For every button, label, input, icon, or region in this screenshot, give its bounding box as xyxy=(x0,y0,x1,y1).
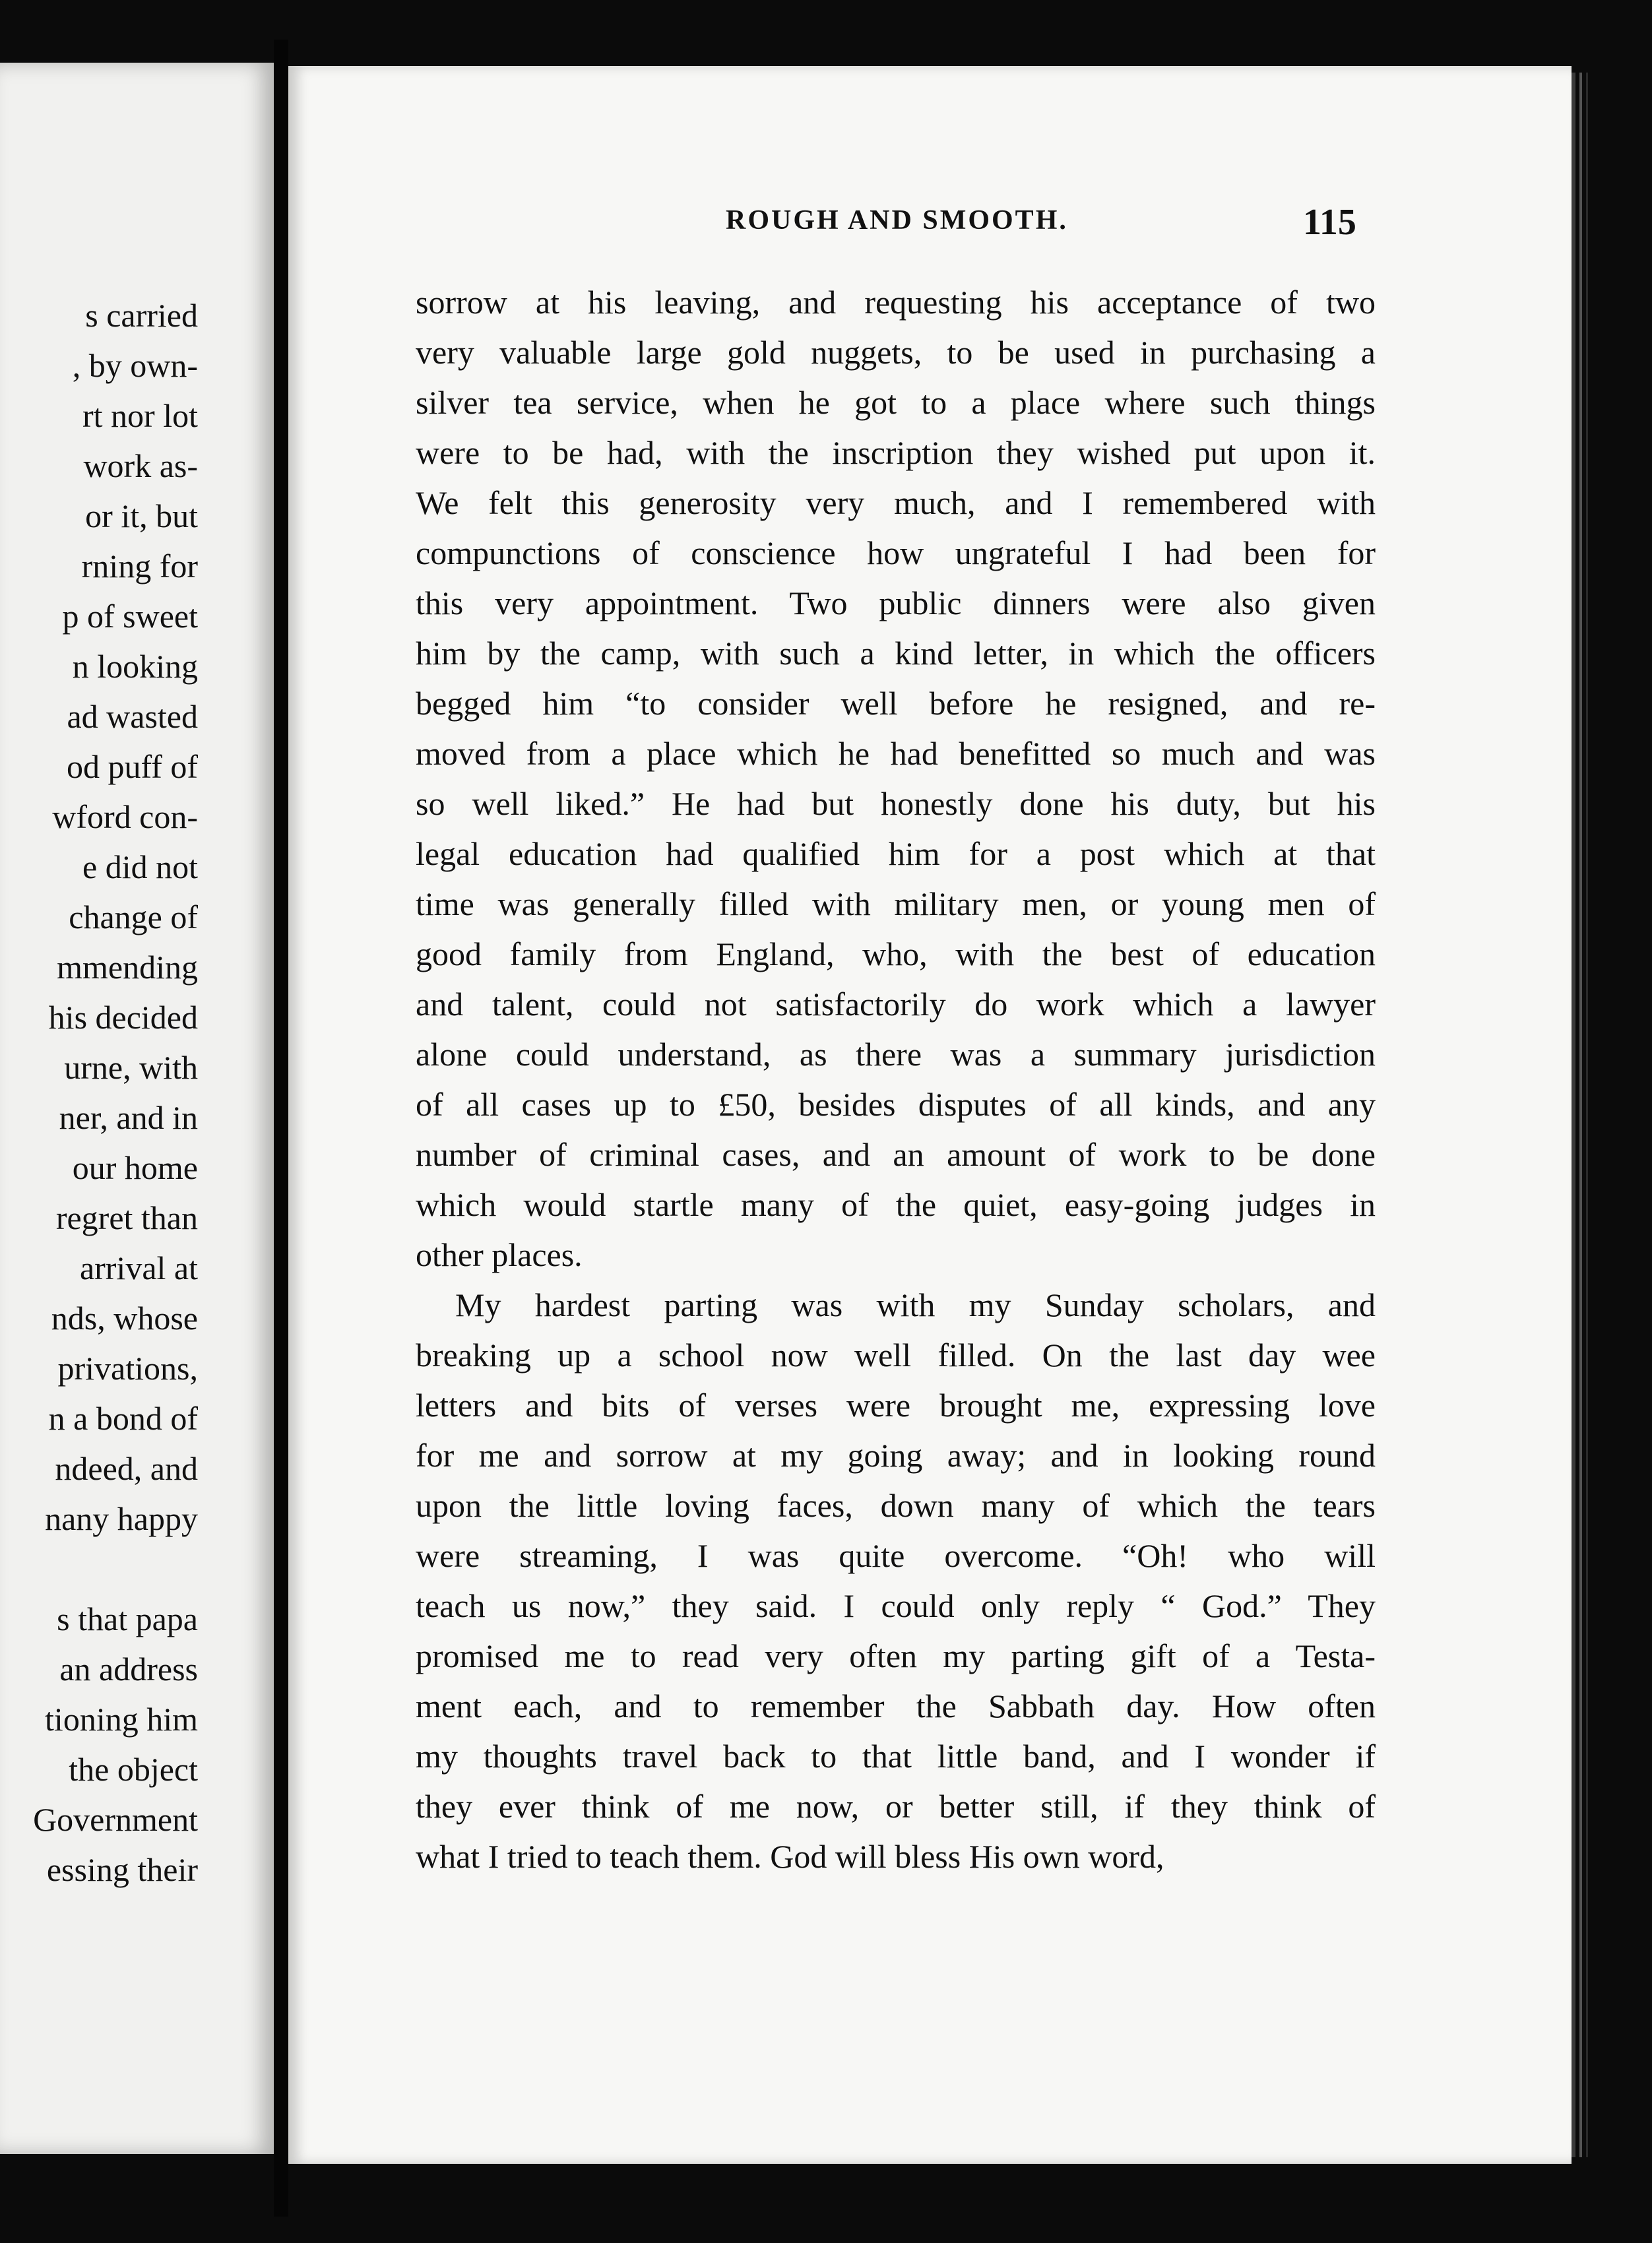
page-edge xyxy=(1572,73,1575,2157)
left-page-line: ndeed, and xyxy=(55,1450,198,1487)
body-line: We felt this generosity very much, and I remembered with xyxy=(416,484,1376,521)
body-line: upon the little loving faces, down many of which the tears xyxy=(416,1487,1376,1524)
page-edge xyxy=(1579,73,1582,2157)
left-page-line: s that papa xyxy=(57,1600,198,1637)
body-line: sorrow at his leaving, and requesting his acceptance of two xyxy=(416,284,1376,321)
left-page-line: nds, whose xyxy=(51,1300,198,1337)
page-edge xyxy=(1586,73,1588,2157)
body-line: time was generally filled with military men, or young men of xyxy=(416,885,1376,922)
body-line: were streaming, I was quite overcome. “Oh! who will xyxy=(416,1537,1376,1574)
left-page-line: an address xyxy=(59,1651,198,1688)
left-page-line: od puff of xyxy=(66,748,198,785)
body-line: him by the camp, with such a kind letter, in which the officers xyxy=(416,635,1376,672)
left-page-line: s carried xyxy=(85,297,198,334)
left-page-line: rning for xyxy=(81,548,198,584)
left-page-line: nany happy xyxy=(45,1500,198,1537)
left-page xyxy=(0,63,274,2154)
left-page-line: work as- xyxy=(83,447,198,484)
body-line: other places. xyxy=(416,1236,583,1273)
left-page-line: mmending xyxy=(57,949,198,986)
body-line: number of criminal cases, and an amount of work to be done xyxy=(416,1136,1376,1173)
left-page-line: n looking xyxy=(72,648,198,685)
body-line: very valuable large gold nuggets, to be used in purchasing a xyxy=(416,334,1376,371)
book-gutter xyxy=(274,40,288,2217)
page-number: 115 xyxy=(1303,202,1356,243)
left-page-line: regret than xyxy=(55,1199,198,1236)
left-page-line: arrival at xyxy=(79,1249,198,1286)
body-line: letters and bits of verses were brought me, expressing love xyxy=(416,1387,1376,1424)
body-line: begged him “to consider well before he resigned, and re- xyxy=(416,685,1376,722)
body-line: ment each, and to remember the Sabbath day. How often xyxy=(416,1688,1376,1724)
body-line: so well liked.” He had but honestly done his duty, but his xyxy=(416,785,1376,822)
body-line: good family from England, who, with the best of education xyxy=(416,935,1376,972)
left-page-line: or it, but xyxy=(85,497,198,534)
left-page-line: tioning him xyxy=(45,1701,198,1738)
body-line: silver tea service, when he got to a place where such things xyxy=(416,384,1376,421)
body-line: this very appointment. Two public dinners were also given xyxy=(416,584,1376,621)
left-page-line: privations, xyxy=(57,1350,198,1387)
body-line: my thoughts travel back to that little band, and I wonder if xyxy=(416,1738,1376,1775)
body-line: of all cases up to £50, besides disputes of all kinds, and any xyxy=(416,1086,1376,1123)
body-line: breaking up a school now well filled. On the last day wee xyxy=(416,1337,1376,1374)
left-page-line: rt nor lot xyxy=(82,397,198,434)
body-line: and talent, could not satisfactorily do work which a lawyer xyxy=(416,986,1376,1023)
body-line: alone could understand, as there was a summary jurisdiction xyxy=(416,1036,1376,1073)
left-page-line: e did not xyxy=(82,848,198,885)
left-page-line: the object xyxy=(69,1751,198,1788)
body-line: teach us now,” they said. I could only reply “ God.” They xyxy=(416,1587,1376,1624)
body-line: which would startle many of the quiet, easy-going judges in xyxy=(416,1186,1376,1223)
body-line: for me and sorrow at my going away; and in looking round xyxy=(416,1437,1376,1474)
body-line: legal education had qualified him for a post which at that xyxy=(416,835,1376,872)
body-line: what I tried to teach them. God will bless His own word, xyxy=(416,1838,1164,1875)
body-line: compunctions of conscience how ungrateful I had been for xyxy=(416,534,1376,571)
left-page-line: p of sweet xyxy=(62,598,198,635)
left-page-line: change of xyxy=(69,899,198,935)
left-page-line: Government xyxy=(33,1801,198,1838)
left-page-line: , by own- xyxy=(72,347,198,384)
body-line: My hardest parting was with my Sunday scholars, and xyxy=(455,1286,1376,1323)
left-page-line: urne, with xyxy=(64,1049,198,1086)
running-header: ROUGH AND SMOOTH. xyxy=(726,205,1068,236)
left-page-line: essing their xyxy=(46,1851,198,1888)
left-page-line: ner, and in xyxy=(59,1099,198,1136)
left-page-line: n a bond of xyxy=(48,1400,198,1437)
body-line: moved from a place which he had benefitted so much and was xyxy=(416,735,1376,772)
left-page-line: our home xyxy=(72,1149,198,1186)
body-line: they ever think of me now, or better still, if they think of xyxy=(416,1788,1376,1825)
body-line: promised me to read very often my parting gift of a Testa- xyxy=(416,1637,1376,1674)
left-page-line: wford con- xyxy=(52,798,198,835)
body-line: were to be had, with the inscription they wished put upon it. xyxy=(416,434,1376,471)
left-page-line: his decided xyxy=(48,999,198,1036)
left-page-line: ad wasted xyxy=(67,698,198,735)
